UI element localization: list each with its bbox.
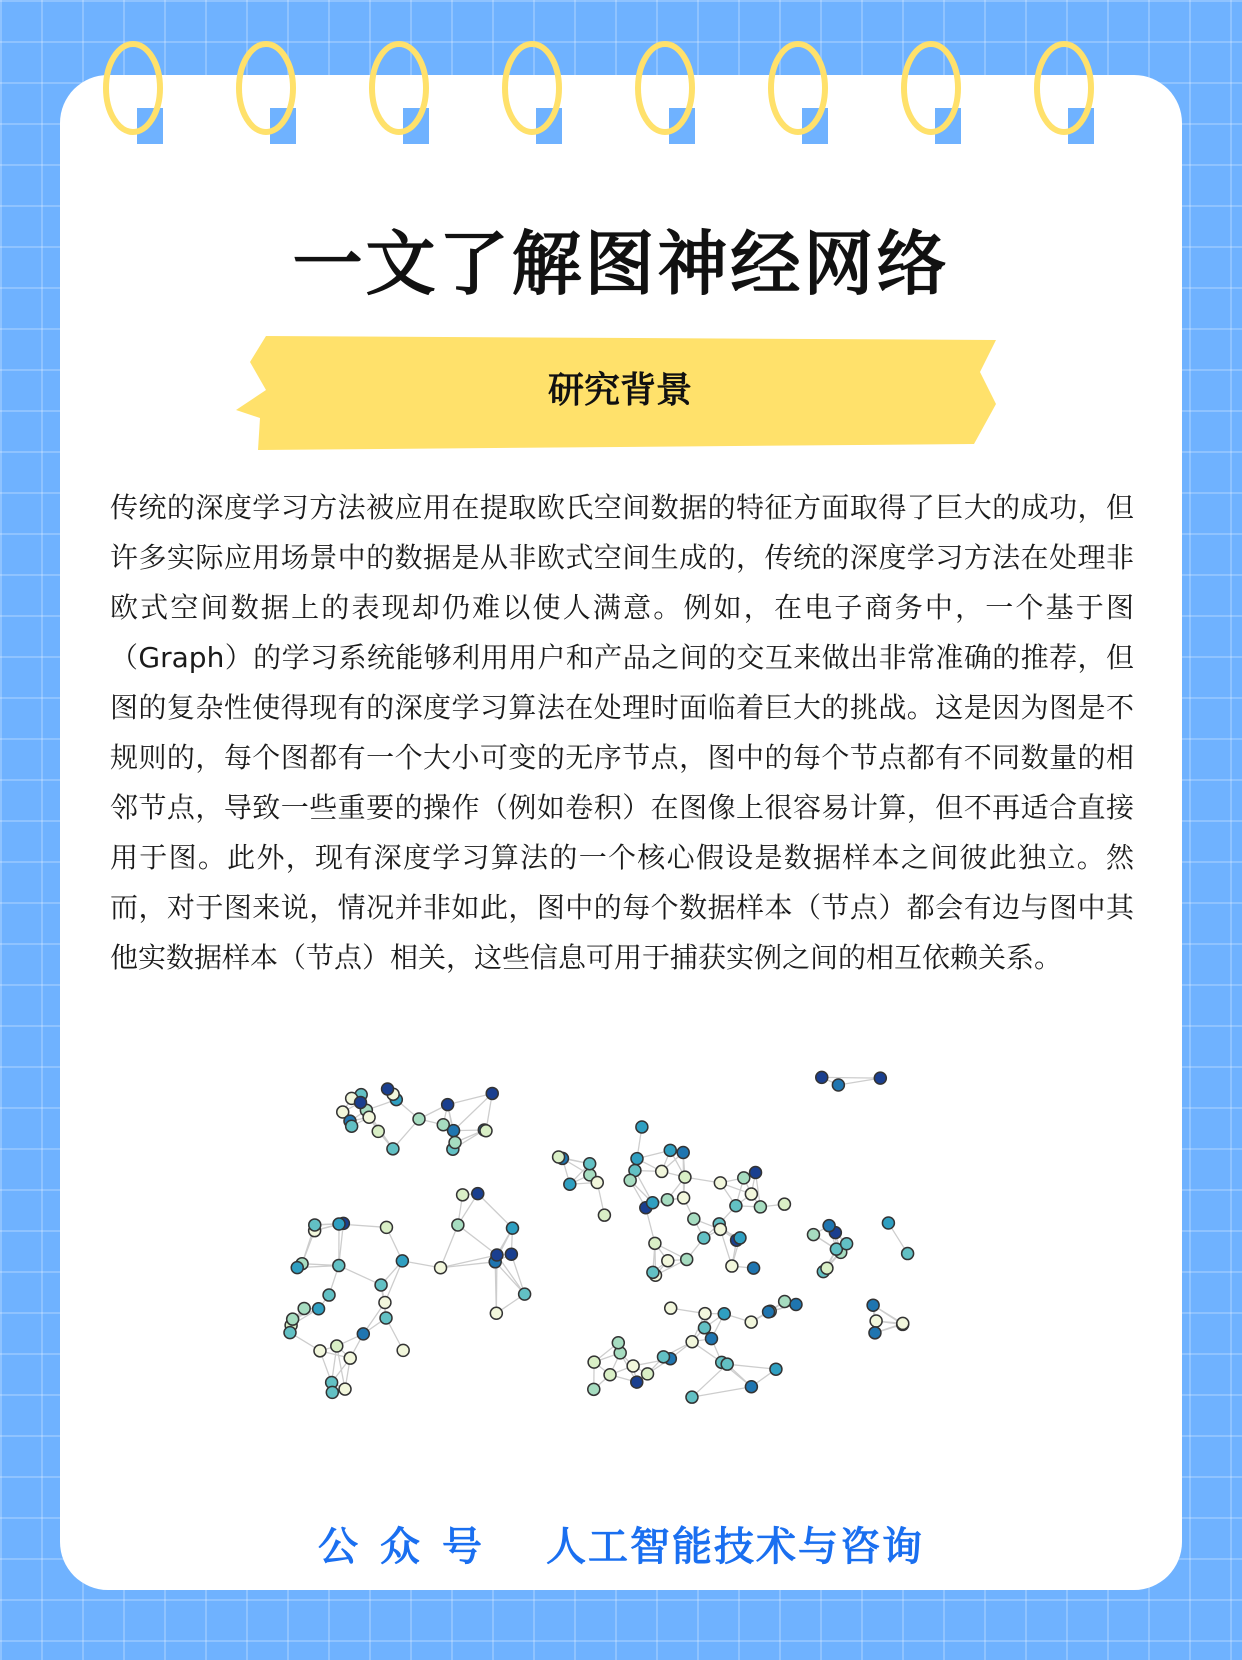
graph-node: [519, 1288, 531, 1300]
graph-node: [333, 1260, 345, 1272]
graph-node: [375, 1279, 387, 1291]
graph-node: [677, 1147, 689, 1159]
graph-node: [284, 1327, 296, 1339]
graph-node: [449, 1137, 461, 1149]
graph-node: [778, 1198, 790, 1210]
graph-node: [647, 1266, 659, 1278]
graph-edge: [385, 1261, 402, 1303]
graph-node: [363, 1111, 375, 1123]
graph-node: [624, 1174, 636, 1186]
graph-node: [396, 1255, 408, 1267]
graph-network-figure: [280, 1050, 960, 1460]
graph-node: [457, 1189, 469, 1201]
graph-node: [291, 1262, 303, 1274]
graph-node: [435, 1262, 447, 1274]
graph-node: [807, 1229, 819, 1241]
graph-node: [287, 1313, 299, 1325]
graph-edge: [339, 1266, 381, 1285]
graph-node: [681, 1253, 693, 1265]
graph-node: [355, 1096, 367, 1108]
graph-node: [699, 1308, 711, 1320]
graph-edge: [478, 1194, 513, 1229]
graph-node: [770, 1363, 782, 1375]
graph-node: [491, 1249, 503, 1261]
graph-node: [656, 1165, 668, 1177]
graph-edge: [458, 1225, 497, 1255]
graph-node: [372, 1125, 384, 1137]
graph-node: [631, 1153, 643, 1165]
graph-node: [662, 1255, 674, 1267]
graph-node: [897, 1317, 909, 1329]
graph-node: [678, 1192, 690, 1204]
graph-node: [631, 1376, 643, 1388]
graph-node: [506, 1222, 518, 1234]
graph-edge: [822, 1077, 881, 1078]
graph-node: [564, 1178, 576, 1190]
footer: [0, 1515, 1242, 1572]
graph-node: [584, 1158, 596, 1170]
graph-node: [698, 1322, 710, 1334]
graph-node: [598, 1209, 610, 1221]
graph-node: [333, 1218, 345, 1230]
graph-node: [686, 1391, 698, 1403]
graph-node: [721, 1358, 733, 1370]
graph-node: [314, 1345, 326, 1357]
graph-edge: [441, 1225, 458, 1268]
graph-node: [867, 1299, 879, 1311]
graph-node: [472, 1188, 484, 1200]
graph-node: [841, 1238, 853, 1250]
graph-node: [448, 1125, 460, 1137]
graph-node: [664, 1144, 676, 1156]
graph-node: [698, 1232, 710, 1244]
article-body: 传统的深度学习方法被应用在提取欧氏空间数据的特征方面取得了巨大的成功，但许多实际应用场景中的数据是从非欧式空间生成的，传统的深度学习方法在处理非欧式空间数据上的表现却仍难以使人满意。例如，在电子商务中，一个基于图（Graph）的学习系统能够利用用户和产品之间的交互来做出非常准确的推荐，但图的复杂性使得现有的深度学习算法在处理时面临着巨大的挑战。这是因为图是不规则的，每个图都有一个大小可变的无序节点，图中的每个节点都有不同数量的相邻节点，导致一些重要的操作（例如卷积）在图像上很容易计算，但不再适合直接用于图。此外，现有深度学习算法的一个核心假设是数据样本之间彼此独立。然而，对于图来说，情况并非如此，图中的每个数据样本（节点）都会有边与图中其他实数据样本（节点）相关，这些信息可用于捕获实例之间的相互依赖关系。: [110, 491, 1134, 974]
section-banner: [236, 332, 1004, 450]
graph-node: [874, 1072, 886, 1084]
graph-node: [326, 1386, 338, 1398]
graph-node: [553, 1151, 565, 1163]
graph-node: [870, 1315, 882, 1327]
graph-node: [745, 1188, 757, 1200]
graph-node: [298, 1302, 310, 1314]
section-heading: 研究背景: [547, 370, 692, 411]
graph-node: [869, 1327, 881, 1339]
graph-node: [754, 1201, 766, 1213]
graph-node: [705, 1333, 717, 1345]
graph-edge: [441, 1262, 496, 1268]
graph-node: [745, 1381, 757, 1393]
graph-node: [718, 1308, 730, 1320]
graph-node: [382, 1083, 394, 1095]
graph-node: [661, 1194, 673, 1206]
graph-node: [490, 1307, 502, 1319]
graph-node: [344, 1352, 356, 1364]
graph-node: [486, 1087, 498, 1099]
graph-node: [790, 1299, 802, 1311]
graph-node: [647, 1197, 659, 1209]
graph-node: [627, 1360, 639, 1372]
graph-node: [779, 1295, 791, 1307]
graph-node: [331, 1340, 343, 1352]
graph-node: [442, 1099, 454, 1111]
graph-node: [816, 1071, 828, 1083]
page-title: 一文了解图神经网络: [292, 223, 950, 305]
footer-label: 公众号: [318, 1524, 505, 1570]
footer-account-name: 人工智能技术与咨询: [545, 1524, 924, 1570]
graph-node: [726, 1260, 738, 1272]
graph-node: [763, 1306, 775, 1318]
graph-node: [821, 1262, 833, 1274]
graph-node: [505, 1248, 517, 1260]
graph-node: [714, 1177, 726, 1189]
graph-node: [750, 1167, 762, 1179]
graph-node: [688, 1213, 700, 1225]
graph-node: [588, 1356, 600, 1368]
graph-node: [346, 1120, 358, 1132]
graph-node: [902, 1248, 914, 1260]
graph-node: [612, 1337, 624, 1349]
graph-node: [413, 1113, 425, 1125]
graph-node: [882, 1217, 894, 1229]
graph-node: [380, 1312, 392, 1324]
graph-node: [380, 1221, 392, 1233]
graph-node: [665, 1302, 677, 1314]
graph-node: [730, 1200, 742, 1212]
graph-node: [745, 1316, 757, 1328]
graph-node: [604, 1369, 616, 1381]
graph-node: [649, 1237, 661, 1249]
graph-node: [397, 1344, 409, 1356]
graph-node: [379, 1297, 391, 1309]
graph-node: [309, 1219, 321, 1231]
graph-node: [823, 1220, 835, 1232]
graph-node: [657, 1351, 669, 1363]
graph-node: [339, 1383, 351, 1395]
graph-node: [452, 1219, 464, 1231]
graph-node: [480, 1125, 492, 1137]
graph-node: [323, 1289, 335, 1301]
graph-edge: [727, 1364, 776, 1369]
graph-node: [748, 1262, 760, 1274]
graph-node: [714, 1223, 726, 1235]
graph-node: [636, 1121, 648, 1133]
graph-node: [642, 1368, 654, 1380]
graph-node: [588, 1383, 600, 1395]
graph-node: [387, 1143, 399, 1155]
graph-node: [734, 1232, 746, 1244]
graph-node: [313, 1303, 325, 1315]
graph-node: [738, 1172, 750, 1184]
graph-node: [686, 1336, 698, 1348]
graph-node: [832, 1079, 844, 1091]
graph-node: [679, 1171, 691, 1183]
graph-node: [357, 1328, 369, 1340]
graph-node: [591, 1177, 603, 1189]
